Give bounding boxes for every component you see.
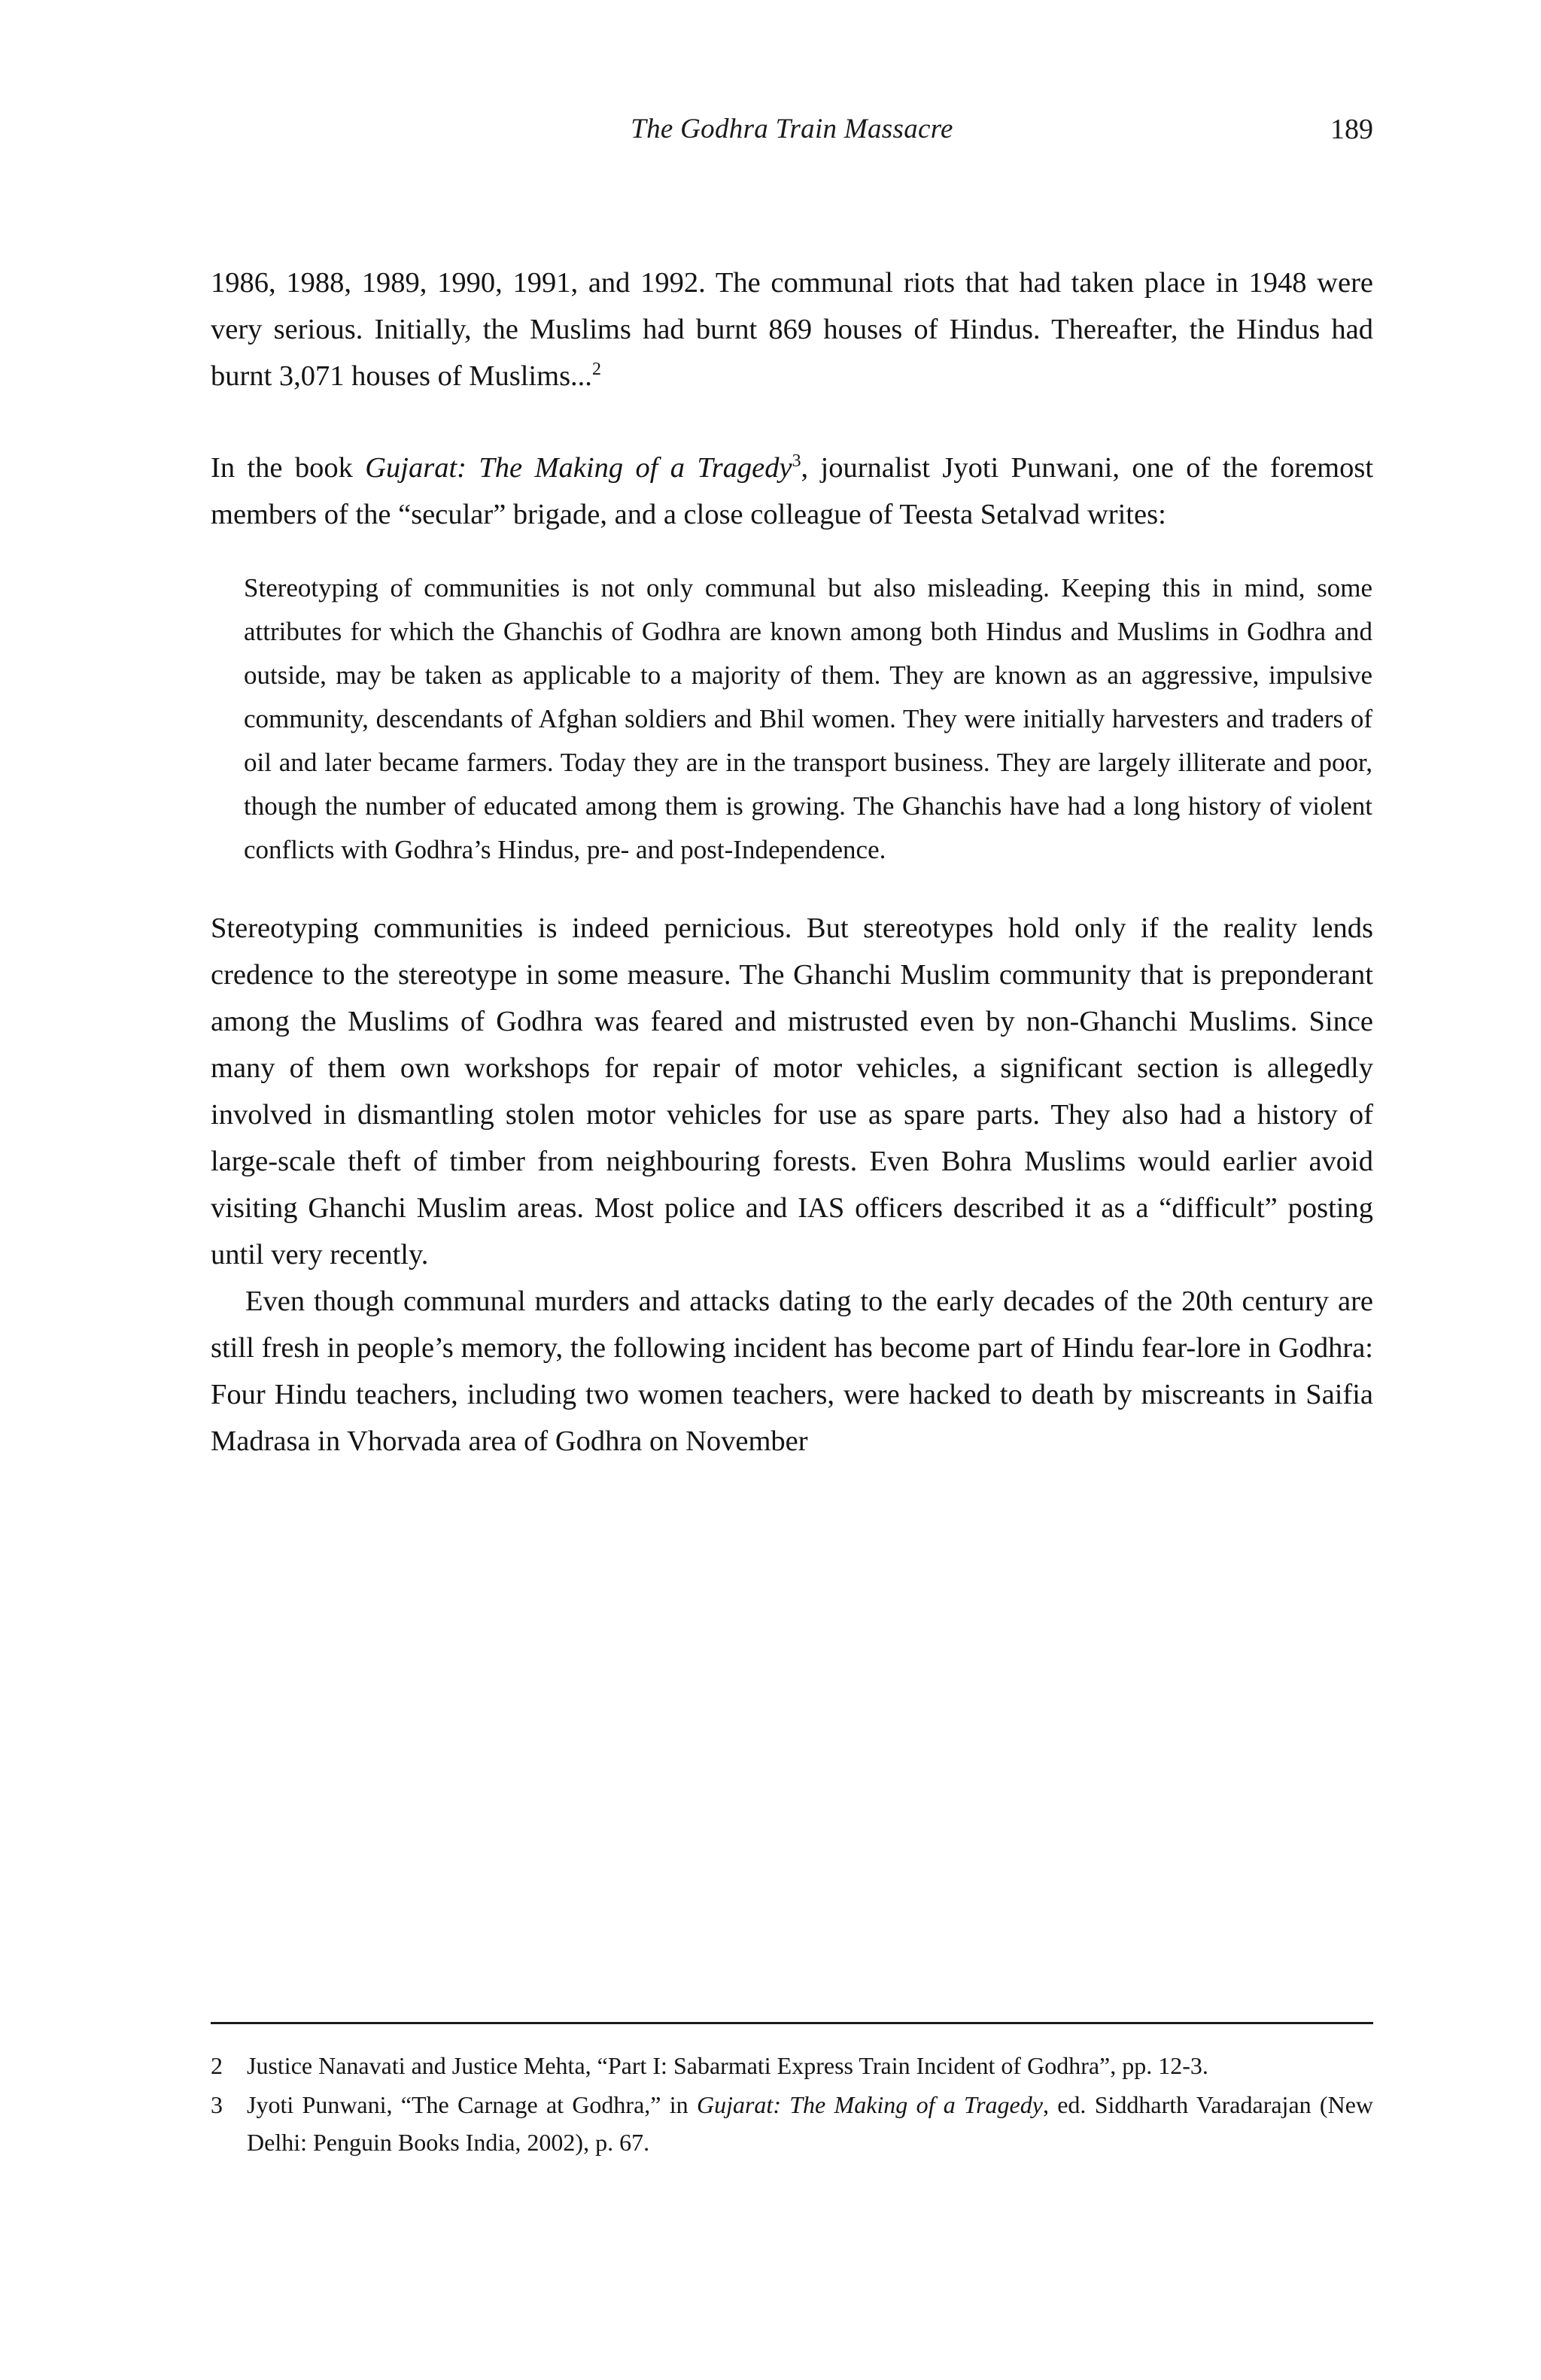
- running-head-title: The Godhra Train Massacre: [631, 114, 953, 144]
- spacer: [211, 538, 1373, 566]
- footnote-3-tail: , ed. Siddharth Varadarajan (New Delhi: Penguin Books India, 2002), p. 67.: [247, 2091, 1374, 2156]
- footnote-marker-3[interactable]: 3: [792, 451, 801, 472]
- footnote-3-text: [247, 2086, 1373, 2161]
- footnote-3-number: 3: [211, 2091, 223, 2118]
- text-block: [211, 260, 1373, 1465]
- paragraph-3: Stereotyping communities is indeed pernicious. But stereotypes hold only if the reality lends credence to the stereotype in some measure. The Ghanchi Muslim community that is preponderant among the Muslims of Godhra was feared and mistrusted even by non-Ghanchi Muslims. Since many of them own workshops for repair of motor vehicles, a significant section is allegedly involved in dismantling stolen motor vehicles for use as spare parts. They also had a history of large-scale theft of timber from neighbouring forests. Even Bohra Muslims would earlier avoid visiting Ghanchi Muslim areas. Most police and IAS officers described it as a “difficult” posting until very recently.: [211, 912, 1373, 1270]
- paragraph-1: [211, 260, 1373, 399]
- footnote-3-lead-in: Jyoti Punwani, “The Carnage at Godhra,” in: [247, 2091, 697, 2118]
- footnote-3: [211, 2086, 1373, 2161]
- page-number: 189: [1330, 114, 1373, 145]
- paragraph-2-tail: , journalist Jyoti Punwani, one of the foremost members of the “secular” brigade, and a close colleague of Teesta Setalvad writes:: [211, 452, 1374, 530]
- quotation-text: Stereotyping of communities is not only communal but also misleading. Keeping this in mind, some attributes for which the Ghanchis of Godhra are known among both Hindus and Muslims in Godhra and outside, may be taken as applicable to a majority of them. They are known as an aggressive, impulsive community, descendants of Afghan soldiers and Bhil women. They were initially harvesters and traders of oil and later became farmers. Today they are in the transport business. They are largely illiterate and poor, though the number of educated among them is growing. The Ghanchis have had a long history of violent conflicts with Godhra’s Hindus, pre- and post-Independence.: [244, 573, 1372, 864]
- paragraph-4: Even though communal murders and attacks dating to the early decades of the 20th century are still fresh in people’s memory, the following incident has become part of Hindu fear-lore in Godhra: Four Hindu teachers, including two women teachers, were hacked to death by miscreants in Saifia Madrasa in Vhorvada area of Godhra on November: [211, 1286, 1373, 1457]
- footnote-2-number: 2: [211, 2052, 223, 2079]
- spacer: [211, 399, 1373, 445]
- spacer: [211, 872, 1373, 905]
- footnote-3-book-title: Gujarat: The Making of a Tragedy: [696, 2091, 1043, 2118]
- paragraph-2: [211, 445, 1373, 538]
- paragraph-2-lead-in: In the book: [211, 452, 366, 484]
- footnote-separator-rule: [211, 2022, 1373, 2024]
- block-quotation: [244, 566, 1372, 872]
- footnote-2: [211, 2047, 1373, 2084]
- footnote-marker-2[interactable]: 2: [591, 360, 601, 380]
- paragraph-1-text: 1986, 1988, 1989, 1990, 1991, and 1992. The communal riots that had taken place in 1948 were very serious. Initially, the Muslims had burnt 869 houses of Hindus. Thereafter, the Hindus had burnt 3,071 houses of Muslims...: [211, 267, 1373, 392]
- running-head: [211, 113, 1373, 158]
- footnotes-section: [211, 2022, 1373, 2163]
- book-title-gujarat: Gujarat: The Making of a Tragedy: [365, 452, 792, 484]
- footnote-2-text: Justice Nanavati and Justice Mehta, “Part I: Sabarmati Express Train Incident of Godhra”, pp. 12-3.: [247, 2052, 1208, 2079]
